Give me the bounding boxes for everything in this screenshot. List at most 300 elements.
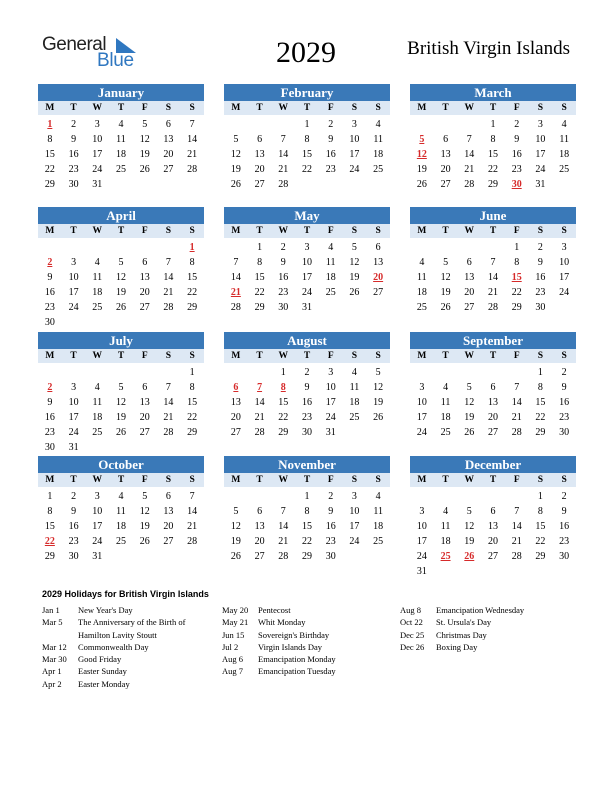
holiday-name: Commonwealth Day — [78, 641, 149, 652]
weekday-label: W — [464, 103, 475, 113]
day-cell: 15 — [487, 149, 498, 160]
month-header: June — [410, 207, 576, 224]
day-cell: 10 — [349, 506, 360, 517]
day-cell: 16 — [301, 397, 312, 408]
weekday-label: M — [231, 103, 241, 113]
day-cell: 19 — [230, 164, 241, 175]
holiday-name: Virgin Islands Day — [258, 641, 323, 652]
day-cell: 11 — [349, 382, 360, 393]
day-cell: 22 — [254, 287, 265, 298]
weekday-header — [38, 473, 204, 487]
holiday-day-cell: 15 — [511, 272, 522, 283]
holiday-day-cell: 2 — [47, 257, 53, 268]
month-header: January — [38, 84, 204, 101]
day-cell: 27 — [163, 536, 174, 547]
day-cell — [481, 365, 505, 380]
month-february — [224, 84, 390, 192]
day-cell: 6 — [142, 382, 148, 393]
day-cell — [133, 365, 157, 380]
day-cell: 8 — [490, 134, 496, 145]
day-cell: 17 — [92, 521, 103, 532]
weekday-label: S — [165, 351, 172, 361]
day-cell: 1 — [280, 367, 286, 378]
day-cell: 22 — [278, 412, 289, 423]
day-cell: 23 — [559, 536, 570, 547]
day-cell: 24 — [559, 287, 570, 298]
day-cell: 23 — [559, 412, 570, 423]
day-grid — [224, 489, 390, 564]
day-cell — [529, 564, 553, 579]
day-cell — [157, 440, 181, 455]
year-title: 2029 — [276, 36, 336, 69]
holiday-day-cell: 2 — [47, 382, 53, 393]
day-cell: 24 — [92, 536, 103, 547]
weekday-label: T — [489, 103, 497, 113]
day-cell: 28 — [511, 551, 522, 562]
day-cell: 4 — [561, 119, 567, 130]
day-cell: 26 — [464, 427, 475, 438]
holiday-name: Good Friday — [78, 654, 122, 665]
holiday-date: Aug 8 — [400, 605, 422, 615]
day-cell — [343, 177, 367, 192]
holiday-column — [400, 604, 575, 653]
day-cell: 7 — [233, 257, 239, 268]
day-grid — [410, 365, 576, 440]
day-cell: 19 — [115, 287, 126, 298]
day-cell: 13 — [464, 272, 475, 283]
day-cell: 20 — [163, 521, 174, 532]
weekday-label: T — [117, 475, 125, 485]
day-cell: 23 — [278, 287, 289, 298]
day-cell: 26 — [115, 302, 126, 313]
day-cell: 7 — [280, 506, 286, 517]
day-cell — [295, 177, 319, 192]
holiday-row — [42, 665, 202, 677]
day-cell — [224, 365, 248, 380]
day-cell: 4 — [443, 506, 449, 517]
day-cell: 19 — [115, 412, 126, 423]
day-cell: 3 — [94, 491, 100, 502]
holiday-date: Mar 5 — [42, 617, 63, 628]
day-cell: 18 — [373, 149, 384, 160]
holiday-day-cell: 12 — [416, 149, 427, 160]
day-cell: 4 — [443, 382, 449, 393]
day-cell: 3 — [328, 367, 334, 378]
day-cell: 10 — [416, 521, 427, 532]
day-cell — [180, 549, 204, 564]
day-cell: 28 — [230, 302, 241, 313]
day-cell: 4 — [419, 257, 425, 268]
day-cell: 24 — [92, 164, 103, 175]
weekday-label: T — [256, 475, 263, 485]
day-cell: 10 — [416, 397, 427, 408]
day-cell: 5 — [233, 134, 239, 145]
day-cell: 16 — [68, 521, 79, 532]
month-may — [224, 207, 390, 315]
day-cell — [224, 489, 248, 504]
day-cell — [366, 549, 390, 564]
day-cell: 4 — [375, 119, 381, 130]
month-header: July — [38, 332, 204, 349]
day-cell: 13 — [139, 272, 150, 283]
day-grid — [410, 240, 576, 315]
weekday-header — [410, 473, 576, 487]
weekday-header — [224, 473, 390, 487]
holiday-row — [42, 604, 202, 616]
day-cell: 6 — [443, 134, 449, 145]
weekday-header — [38, 224, 204, 238]
day-cell — [366, 425, 390, 440]
day-cell: 29 — [487, 179, 498, 190]
weekday-label: M — [45, 226, 55, 236]
day-cell — [85, 440, 109, 455]
day-cell — [109, 365, 133, 380]
day-cell: 15 — [535, 397, 546, 408]
weekday-header — [224, 349, 390, 363]
holiday-name: Emancipation Monday — [258, 654, 336, 665]
day-cell — [157, 549, 181, 564]
weekday-label: T — [117, 351, 125, 361]
weekday-label: F — [513, 226, 520, 236]
weekday-label: S — [537, 351, 544, 361]
day-cell: 14 — [464, 149, 475, 160]
day-cell: 2 — [71, 119, 77, 130]
holiday-day-cell: 22 — [44, 536, 55, 547]
weekday-label: M — [45, 475, 55, 485]
weekday-label: S — [189, 226, 195, 236]
weekday-label: W — [278, 103, 289, 113]
day-cell: 7 — [165, 382, 171, 393]
day-cell: 22 — [301, 164, 312, 175]
day-cell: 17 — [349, 149, 360, 160]
day-cell: 12 — [230, 521, 241, 532]
day-grid — [38, 489, 204, 564]
day-cell: 9 — [304, 382, 310, 393]
holiday-date: May 20 — [222, 605, 249, 615]
holiday-day-cell: 25 — [440, 551, 451, 562]
day-cell: 13 — [139, 397, 150, 408]
day-cell: 5 — [142, 491, 148, 502]
day-cell — [133, 177, 157, 192]
holiday-row — [222, 665, 392, 677]
day-cell: 26 — [416, 179, 427, 190]
day-cell: 15 — [535, 521, 546, 532]
day-cell — [505, 489, 529, 504]
day-cell — [180, 177, 204, 192]
weekday-label: W — [464, 226, 475, 236]
month-september — [410, 332, 576, 440]
day-cell: 15 — [187, 397, 198, 408]
weekday-label: M — [417, 226, 427, 236]
day-cell: 6 — [165, 119, 171, 130]
day-cell: 4 — [118, 119, 124, 130]
day-cell: 16 — [325, 149, 336, 160]
day-cell: 13 — [254, 149, 265, 160]
day-cell — [410, 117, 434, 132]
day-cell — [248, 489, 272, 504]
holiday-row — [400, 604, 575, 616]
day-grid — [38, 117, 204, 192]
holiday-day-cell: 6 — [233, 382, 239, 393]
weekday-label: T — [256, 103, 263, 113]
day-cell — [224, 240, 248, 255]
day-cell: 12 — [230, 149, 241, 160]
day-cell: 29 — [187, 427, 198, 438]
day-cell: 8 — [514, 257, 520, 268]
weekday-label: S — [375, 226, 381, 236]
day-cell: 25 — [115, 536, 126, 547]
day-cell: 11 — [440, 397, 451, 408]
weekday-label: S — [165, 226, 172, 236]
day-cell: 18 — [92, 412, 103, 423]
day-cell — [133, 549, 157, 564]
day-cell — [248, 365, 272, 380]
day-cell: 27 — [139, 427, 150, 438]
day-cell — [434, 489, 458, 504]
day-cell: 7 — [280, 134, 286, 145]
day-cell: 22 — [301, 536, 312, 547]
day-cell: 16 — [44, 412, 55, 423]
weekday-label: M — [231, 351, 241, 361]
day-cell: 25 — [416, 302, 427, 313]
day-cell: 22 — [187, 287, 198, 298]
day-cell — [410, 489, 434, 504]
day-cell: 28 — [254, 427, 265, 438]
month-august — [224, 332, 390, 440]
day-cell: 3 — [419, 506, 425, 517]
day-cell: 4 — [351, 367, 357, 378]
day-cell: 29 — [187, 302, 198, 313]
month-header: February — [224, 84, 390, 101]
day-cell — [366, 177, 390, 192]
day-cell: 5 — [233, 506, 239, 517]
day-cell: 14 — [511, 521, 522, 532]
day-cell: 18 — [115, 521, 126, 532]
weekday-label: S — [561, 103, 567, 113]
weekday-header — [224, 101, 390, 115]
day-cell: 18 — [440, 412, 451, 423]
weekday-label: W — [278, 475, 289, 485]
day-cell: 12 — [139, 134, 150, 145]
day-cell: 14 — [278, 149, 289, 160]
day-cell: 18 — [440, 536, 451, 547]
weekday-label: S — [375, 351, 381, 361]
day-cell: 21 — [254, 412, 265, 423]
day-cell: 28 — [464, 179, 475, 190]
day-cell: 17 — [68, 412, 79, 423]
day-cell: 23 — [511, 164, 522, 175]
weekday-label: W — [464, 475, 475, 485]
day-cell: 19 — [464, 536, 475, 547]
day-cell — [109, 177, 133, 192]
day-cell — [38, 365, 62, 380]
day-cell: 1 — [304, 491, 310, 502]
day-cell: 9 — [561, 506, 567, 517]
day-cell: 5 — [375, 367, 381, 378]
holiday-day-cell: 7 — [257, 382, 263, 393]
day-cell: 14 — [163, 272, 174, 283]
holiday-column — [42, 604, 202, 690]
holiday-date: Aug 7 — [222, 666, 244, 677]
day-cell: 24 — [349, 536, 360, 547]
day-cell: 29 — [44, 551, 55, 562]
day-cell: 20 — [139, 287, 150, 298]
day-cell: 3 — [71, 382, 77, 393]
day-cell: 25 — [325, 287, 336, 298]
day-cell: 21 — [278, 164, 289, 175]
weekday-label: M — [417, 475, 427, 485]
day-cell: 9 — [328, 506, 334, 517]
day-cell: 27 — [254, 179, 265, 190]
holiday-row — [222, 604, 392, 616]
day-cell — [457, 240, 481, 255]
day-cell: 24 — [535, 164, 546, 175]
holiday-date: Mar 12 — [42, 641, 67, 652]
day-cell: 4 — [375, 491, 381, 502]
weekday-label: T — [489, 475, 497, 485]
day-cell: 24 — [325, 412, 336, 423]
holiday-date: Oct 22 — [400, 617, 423, 628]
holiday-day-cell: 20 — [373, 272, 384, 283]
day-cell: 13 — [230, 397, 241, 408]
day-cell — [457, 117, 481, 132]
day-cell: 30 — [559, 551, 570, 562]
day-cell: 23 — [325, 164, 336, 175]
day-cell: 11 — [92, 272, 103, 283]
day-cell — [481, 489, 505, 504]
day-cell: 12 — [115, 397, 126, 408]
day-cell: 11 — [373, 134, 383, 145]
holiday-name: Sovereign's Birthday — [258, 629, 330, 640]
day-cell: 29 — [278, 427, 289, 438]
month-header: September — [410, 332, 576, 349]
holiday-name: The Anniversary of the Birth of Hamilton Lavity Stoutt — [78, 617, 186, 640]
day-cell: 14 — [187, 506, 198, 517]
day-cell: 7 — [466, 134, 472, 145]
day-cell: 27 — [464, 302, 475, 313]
weekday-label: S — [537, 226, 544, 236]
day-cell: 31 — [416, 566, 427, 577]
day-cell: 27 — [487, 551, 498, 562]
day-cell: 28 — [278, 179, 289, 190]
day-cell: 3 — [419, 382, 425, 393]
day-cell: 1 — [257, 242, 263, 253]
holiday-day-cell: 30 — [511, 179, 522, 190]
day-cell: 16 — [325, 521, 336, 532]
day-cell: 25 — [115, 164, 126, 175]
day-cell: 26 — [440, 302, 451, 313]
month-header: April — [38, 207, 204, 224]
day-cell — [109, 315, 133, 330]
day-cell — [62, 315, 86, 330]
day-cell: 30 — [325, 551, 336, 562]
day-cell: 10 — [92, 134, 103, 145]
day-cell: 22 — [535, 412, 546, 423]
day-cell: 30 — [301, 427, 312, 438]
weekday-label: S — [189, 103, 195, 113]
day-cell: 17 — [535, 149, 546, 160]
day-cell: 27 — [373, 287, 384, 298]
holiday-name: Boxing Day — [436, 641, 478, 652]
weekday-label: F — [327, 103, 334, 113]
day-grid — [224, 365, 390, 440]
day-cell: 31 — [325, 427, 336, 438]
weekday-label: M — [45, 103, 55, 113]
day-cell: 11 — [417, 272, 427, 283]
day-cell: 2 — [304, 367, 310, 378]
weekday-label: F — [141, 351, 148, 361]
day-cell: 19 — [349, 272, 360, 283]
holiday-date: Jan 1 — [42, 605, 60, 615]
day-cell: 11 — [92, 397, 103, 408]
month-header: August — [224, 332, 390, 349]
day-cell — [505, 564, 529, 579]
weekday-label: S — [537, 103, 544, 113]
weekday-label: W — [92, 226, 103, 236]
day-cell: 28 — [187, 164, 198, 175]
day-cell — [457, 365, 481, 380]
day-cell: 2 — [280, 242, 286, 253]
day-cell: 1 — [537, 367, 543, 378]
day-cell: 30 — [44, 442, 55, 453]
day-cell: 9 — [47, 397, 53, 408]
day-cell: 14 — [487, 272, 498, 283]
weekday-label: T — [70, 103, 77, 113]
day-cell: 19 — [416, 164, 427, 175]
day-cell: 8 — [257, 257, 263, 268]
holiday-name: Easter Monday — [78, 678, 130, 689]
day-cell: 24 — [416, 427, 427, 438]
day-cell — [434, 365, 458, 380]
day-cell: 21 — [187, 521, 198, 532]
day-cell: 21 — [163, 412, 174, 423]
day-cell: 26 — [230, 179, 241, 190]
day-cell: 13 — [487, 521, 498, 532]
day-cell: 4 — [94, 382, 100, 393]
month-march — [410, 84, 576, 192]
month-june — [410, 207, 576, 315]
holiday-day-cell: 26 — [464, 551, 475, 562]
day-cell: 12 — [464, 397, 475, 408]
day-cell: 8 — [47, 134, 53, 145]
holiday-name: New Year's Day — [78, 605, 133, 615]
brand-general-text: General — [42, 34, 107, 55]
holiday-name: St. Ursula's Day — [436, 617, 492, 628]
day-cell: 15 — [254, 272, 265, 283]
day-cell: 20 — [139, 412, 150, 423]
day-cell: 21 — [511, 536, 522, 547]
day-cell: 16 — [278, 272, 289, 283]
day-cell: 27 — [163, 164, 174, 175]
holiday-row — [400, 629, 575, 641]
day-cell: 25 — [92, 427, 103, 438]
day-cell: 1 — [537, 491, 543, 502]
weekday-label: W — [464, 351, 475, 361]
holiday-date: Apr 1 — [42, 666, 62, 677]
day-cell: 18 — [325, 272, 336, 283]
day-cell: 10 — [68, 272, 79, 283]
day-cell: 10 — [92, 506, 103, 517]
day-cell: 13 — [254, 521, 265, 532]
holiday-row — [42, 653, 202, 665]
day-grid — [38, 365, 204, 455]
day-cell: 13 — [440, 149, 451, 160]
weekday-header — [38, 349, 204, 363]
day-cell: 19 — [373, 397, 384, 408]
day-cell: 16 — [559, 521, 570, 532]
weekday-label: S — [165, 103, 172, 113]
day-cell: 31 — [301, 302, 312, 313]
